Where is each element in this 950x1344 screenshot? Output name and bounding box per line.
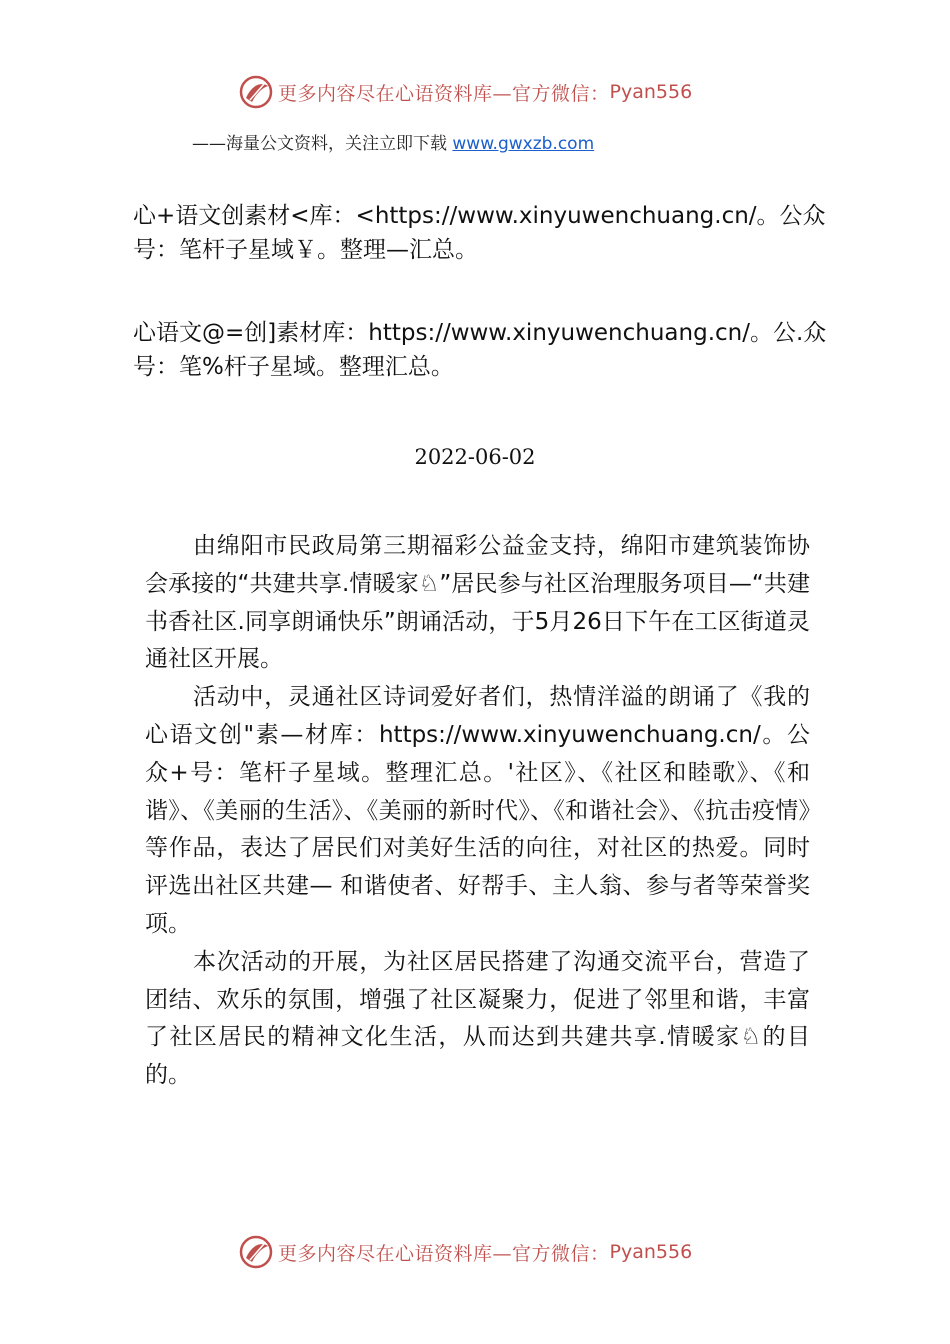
subline-text: ——海量公文资料，关注立即下载 [192,134,453,154]
banner-text: 更多内容尽在心语资料库—官方微信： [278,1242,610,1265]
paragraph: 本次活动的开展，为社区居民搭建了沟通交流平台，营造了团结、欢乐的氛围，增强了社区凝聚力，促进了邻里和谐，丰富了社区居民的精神文化生活，从而达到共建共享.情暖家♘的目的。 [145,948,810,1089]
banner-wechat-id: Pyan556 [609,81,693,103]
footer-banner [238,1234,692,1270]
subline [192,129,594,154]
article-date: 2022-06-02 [414,445,536,469]
banner-text: 更多内容尽在心语资料库—官方微信： [278,82,610,105]
header-banner [238,74,692,110]
source-note-2: 心语文@=创]素材库：https://www.xinyuwenchuang.cn/。公.众号：笔%杆子星域。整理汇总。 [133,320,827,380]
source-note-1: 心+语文创素材<库：<https://www.xinyuwenchuang.cn/。公众号：笔杆子星域￥。整理—汇总。 [133,203,826,263]
logo-icon [238,1234,274,1270]
logo-icon [238,74,274,110]
download-link[interactable]: www.gwxzb.com [452,134,595,154]
paragraph: 活动中，灵通社区诗词爱好者们，热情洋溢的朗诵了《我的心语文创"素—材库：https://www.xinyuwenchuang.cn/。公众+号：笔杆子星域。整理汇总。'社区》、《社区和睦歌》、《和谐》、《美丽的生活》、《美丽的新时代》、《和谐社会》、《抗击疫情》等作品，表达了居民们对美好生活的向往，对社区的热爱。同时评选出社区共建— 和谐使者、好帮手、主人翁、参与者等荣誉奖项。 [145,684,810,937]
paragraph: 由绵阳市民政局第三期福彩公益金支持，绵阳市建筑装饰协会承接的“共建共享.情暖家♘”居民参与社区治理服务项目—“共建书香社区.同享朗诵快乐”朗诵活动，于5月26日下午在工区街道灵通社区开展。 [145,533,810,673]
banner-wechat-id: Pyan556 [609,1241,693,1263]
article-body [145,528,810,1095]
